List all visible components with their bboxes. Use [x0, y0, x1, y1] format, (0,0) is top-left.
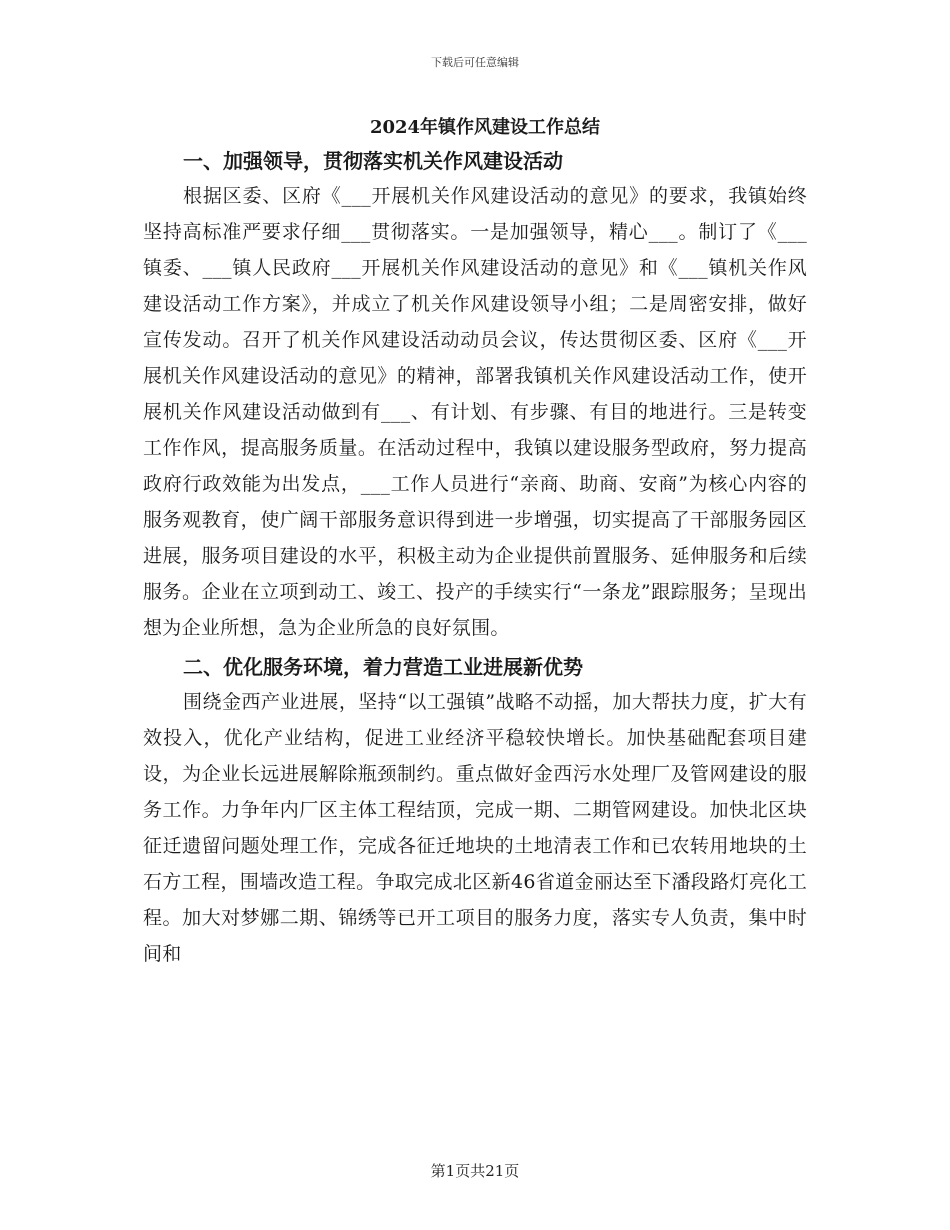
section-heading-1: 一、加强领导，贯彻落实机关作风建设活动: [183, 149, 563, 173]
section-heading-2: 二、优化服务环境，着力营造工业进展新优势: [183, 655, 583, 679]
page-number: 第1页共21页: [430, 1162, 520, 1180]
section-paragraph-1: 根据区委、区府《___开展机关作风建设活动的意见》的要求，我镇始终坚持高标准严要求仔细___贯彻落实。一是加强领导，精心___。制订了《___镇委、___镇人民政府___开展机关作风建设活动的意见》和《___镇机关作风建设活动工作方案》，并成立了机关作风建设领导小组；二是周密安排，做好宣传发动。召开了机关作风建设活动动员会议，传达贯彻区委、区府《___开展机关作风建设活动的意见》的精神，部署我镇机关作风建设活动工作，使开展机关作风建设活动做到有___、有计划、有步骤、有目的地进行。三是转变工作作风，提高服务质量。在活动过程中，我镇以建设服务型政府，努力提高政府行政效能为出发点，___工作人员进行“亲商、助商、安商”为核心内容的服务观教育，使广阔干部服务意识得到进一步增强，切实提高了干部服务园区进展，服务项目建设的水平，积极主动为企业提供前置服务、延伸服务和后续服务。企业在立项到动工、竣工、投产的手续实行“一条龙”跟踪服务；呈现出想为企业所想，急为企业所急的良好氛围。: [143, 185, 807, 639]
header-note: 下载后可任意编辑: [431, 56, 519, 69]
document-body: [143, 112, 807, 972]
document-title: 2024年镇作风建设工作总结: [369, 117, 601, 138]
section-paragraph-2: 围绕金西产业进展，坚持“以工强镇”战略不动摇，加大帮扶力度，扩大有效投入，优化产业结构，促进工业经济平稳较快增长。加快基础配套项目建设，为企业长远进展解除瓶颈制约。重点做好金西污水处理厂及管网建设的服务工作。力争年内厂区主体工程结顶，完成一期、二期管网建设。加快北区块征迁遗留问题处理工作，完成各征迁地块的土地清表工作和已农转用地块的土石方工程，围墙改造工程。争取完成北区新46省道金丽达至下潘段路灯亮化工程。加大对梦娜二期、锦绣等已开工项目的服务力度，落实专人负责，集中时间和: [143, 691, 807, 965]
